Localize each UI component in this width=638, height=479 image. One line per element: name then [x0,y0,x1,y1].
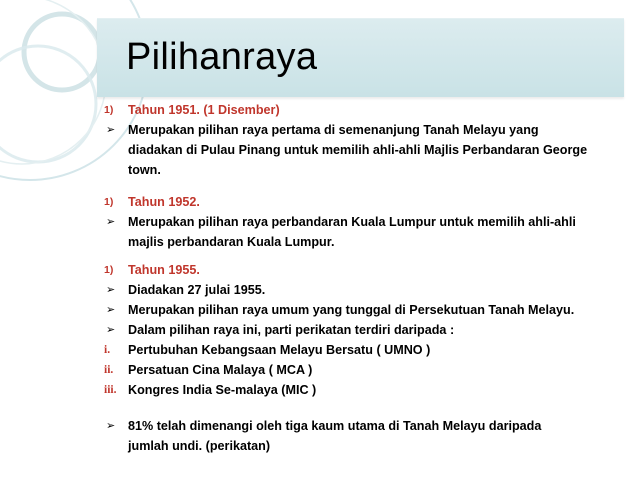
list-item [0,212,638,232]
section-heading-row [0,192,638,212]
item-text: Merupakan pilihan raya pertama di semenanjung Tanah Melayu yang [128,123,539,137]
list-item-continuation [0,232,638,252]
section-number: 1) [104,264,114,276]
list-item [0,300,638,320]
item-text: Kongres India Se-malaya (MIC ) [128,383,317,397]
item-text: jumlah undi. (perikatan) [128,439,271,453]
item-text: Merupakan pilihan raya perbandaran Kuala Lumpur untuk memilih ahli-ahli [128,215,576,229]
item-text: Merupakan pilihan raya umum yang tunggal di Persekutuan Tanah Melayu. [128,303,575,317]
item-text: Persatuan Cina Malaya ( MCA ) [128,363,313,377]
list-item [0,120,638,140]
arrow-bullet-icon: ➢ [106,284,116,296]
list-item [0,380,638,400]
section-number: 1) [104,104,114,116]
roman-numeral-marker: iii. [104,384,117,396]
list-item-continuation [0,160,638,180]
arrow-bullet-icon: ➢ [106,420,116,432]
section-heading: Tahun 1952. [128,195,200,209]
arrow-bullet-icon: ➢ [106,324,116,336]
list-item-continuation [0,140,638,160]
arrow-bullet-icon: ➢ [106,124,116,136]
list-item [0,320,638,340]
section-heading-row [0,260,638,280]
list-item [0,280,638,300]
roman-numeral-marker: i. [104,344,111,356]
item-text: majlis perbandaran Kuala Lumpur. [128,235,335,249]
item-text: Diadakan 27 julai 1955. [128,283,266,297]
list-item [0,340,638,360]
list-item [0,360,638,380]
item-text: Pertubuhan Kebangsaan Melayu Bersatu ( UMNO ) [128,343,431,357]
page-title: Pilihanraya [126,36,318,78]
list-item [0,416,638,436]
item-text: town. [128,163,161,177]
item-text: 81% telah dimenangi oleh tiga kaum utama di Tanah Melayu daripada [128,419,542,433]
roman-numeral-marker: ii. [104,364,114,376]
section-number: 1) [104,196,114,208]
section-heading: Tahun 1955. [128,263,200,277]
arrow-bullet-icon: ➢ [106,304,116,316]
arrow-bullet-icon: ➢ [106,216,116,228]
item-text: diadakan di Pulau Pinang untuk memilih ahli-ahli Majlis Perbandaran George [128,143,588,157]
section-heading: Tahun 1951. (1 Disember) [128,103,280,117]
item-text: Dalam pilihan raya ini, parti perikatan terdiri daripada : [128,323,455,337]
section-heading-row [0,100,638,120]
list-item-continuation [0,436,638,456]
